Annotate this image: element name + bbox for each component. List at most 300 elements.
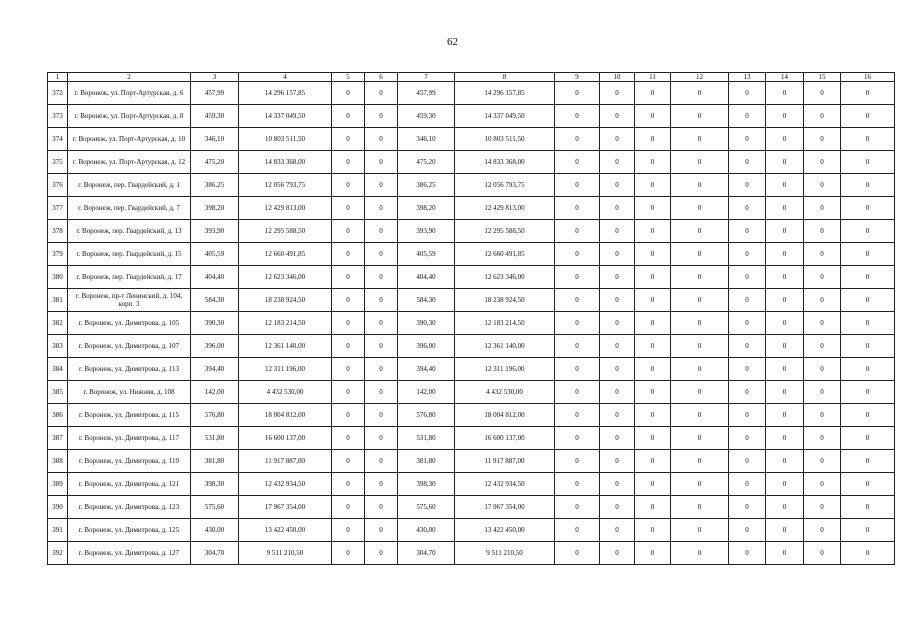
value-cell: 11 917 887,00 [239, 450, 332, 473]
value-cell: 0 [555, 82, 600, 105]
value-cell: 0 [365, 82, 398, 105]
table-row [48, 82, 895, 105]
table-row [48, 151, 895, 174]
value-cell: 475,20 [398, 151, 455, 174]
value-cell: 0 [729, 151, 766, 174]
value-cell: 394,40 [191, 358, 239, 381]
row-number-cell: 374 [48, 128, 68, 151]
value-cell: 398,30 [398, 473, 455, 496]
row-number-cell: 375 [48, 151, 68, 174]
value-cell: 12 295 588,50 [239, 220, 332, 243]
value-cell: 459,30 [191, 105, 239, 128]
value-cell: 0 [365, 542, 398, 565]
value-cell: 142,00 [191, 381, 239, 404]
table-row [48, 220, 895, 243]
value-cell: 0 [332, 105, 365, 128]
table-row [48, 542, 895, 565]
value-cell: 0 [555, 427, 600, 450]
value-cell: 0 [804, 519, 841, 542]
value-cell: 0 [600, 450, 635, 473]
value-cell: 0 [671, 473, 729, 496]
value-cell: 0 [766, 335, 804, 358]
value-cell: 11 917 887,00 [455, 450, 555, 473]
value-cell: 0 [804, 220, 841, 243]
value-cell: 0 [600, 151, 635, 174]
table-row [48, 243, 895, 266]
value-cell: 0 [766, 358, 804, 381]
value-cell: 12 432 934,50 [239, 473, 332, 496]
value-cell: 405,59 [191, 243, 239, 266]
value-cell: 4 432 530,00 [239, 381, 332, 404]
value-cell: 0 [671, 496, 729, 519]
value-cell: 0 [729, 312, 766, 335]
value-cell: 142,00 [398, 381, 455, 404]
value-cell: 0 [766, 450, 804, 473]
value-cell: 13 422 450,00 [239, 519, 332, 542]
value-cell: 0 [332, 381, 365, 404]
value-cell: 398,20 [191, 197, 239, 220]
value-cell: 0 [332, 243, 365, 266]
value-cell: 404,40 [191, 266, 239, 289]
address-cell: г. Воронеж, ул. Порт-Артурская, д. 8 [68, 105, 191, 128]
value-cell: 0 [600, 473, 635, 496]
value-cell: 0 [635, 450, 671, 473]
value-cell: 0 [555, 312, 600, 335]
value-cell: 0 [841, 473, 895, 496]
value-cell: 0 [635, 427, 671, 450]
value-cell: 0 [332, 266, 365, 289]
value-cell: 0 [600, 82, 635, 105]
column-number-header: 14 [766, 73, 804, 82]
value-cell: 0 [671, 542, 729, 565]
row-number-cell: 391 [48, 519, 68, 542]
table-row [48, 381, 895, 404]
value-cell: 0 [671, 450, 729, 473]
value-cell: 346,10 [191, 128, 239, 151]
value-cell: 0 [555, 335, 600, 358]
address-cell: г. Воронеж, пер. Гвардейский, д. 13 [68, 220, 191, 243]
value-cell: 0 [635, 542, 671, 565]
value-cell: 0 [841, 358, 895, 381]
value-cell: 0 [804, 450, 841, 473]
address-cell: г. Воронеж, ул. Димитрова, д. 123 [68, 496, 191, 519]
value-cell: 12 183 214,50 [239, 312, 332, 335]
value-cell: 0 [671, 197, 729, 220]
value-cell: 18 004 812,00 [455, 404, 555, 427]
value-cell: 531,80 [191, 427, 239, 450]
address-cell: г. Воронеж, ул. Димитрова, д. 121 [68, 473, 191, 496]
value-cell: 0 [635, 289, 671, 312]
value-cell: 584,30 [398, 289, 455, 312]
value-cell: 0 [804, 82, 841, 105]
header-row [48, 73, 895, 82]
value-cell: 0 [766, 312, 804, 335]
value-cell: 12 432 934,50 [455, 473, 555, 496]
value-cell: 12 361 140,00 [239, 335, 332, 358]
value-cell: 0 [671, 243, 729, 266]
column-number-header: 6 [365, 73, 398, 82]
column-number-header: 4 [239, 73, 332, 82]
value-cell: 0 [804, 404, 841, 427]
table-row [48, 289, 895, 312]
column-number-header: 11 [635, 73, 671, 82]
column-number-header: 16 [841, 73, 895, 82]
value-cell: 0 [365, 381, 398, 404]
value-cell: 0 [729, 404, 766, 427]
value-cell: 0 [600, 128, 635, 151]
value-cell: 0 [729, 82, 766, 105]
value-cell: 0 [555, 450, 600, 473]
value-cell: 0 [600, 289, 635, 312]
value-cell: 0 [766, 197, 804, 220]
value-cell: 0 [841, 381, 895, 404]
value-cell: 0 [766, 381, 804, 404]
value-cell: 405,59 [398, 243, 455, 266]
address-cell: г. Воронеж, ул. Порт-Артурская, д. 6 [68, 82, 191, 105]
value-cell: 0 [635, 174, 671, 197]
value-cell: 0 [555, 197, 600, 220]
value-cell: 0 [671, 82, 729, 105]
value-cell: 0 [671, 174, 729, 197]
value-cell: 0 [635, 473, 671, 496]
value-cell: 12 183 214,50 [455, 312, 555, 335]
value-cell: 0 [671, 128, 729, 151]
value-cell: 396,00 [398, 335, 455, 358]
value-cell: 0 [804, 151, 841, 174]
value-cell: 0 [365, 289, 398, 312]
value-cell: 0 [365, 128, 398, 151]
value-cell: 0 [635, 243, 671, 266]
value-cell: 0 [600, 243, 635, 266]
value-cell: 12 311 196,00 [239, 358, 332, 381]
row-number-cell: 381 [48, 289, 68, 312]
value-cell: 576,80 [398, 404, 455, 427]
value-cell: 0 [841, 335, 895, 358]
value-cell: 0 [555, 128, 600, 151]
value-cell: 0 [600, 496, 635, 519]
row-number-cell: 379 [48, 243, 68, 266]
row-number-cell: 387 [48, 427, 68, 450]
value-cell: 0 [841, 243, 895, 266]
value-cell: 386,25 [398, 174, 455, 197]
value-cell: 16 600 137,00 [239, 427, 332, 450]
value-cell: 0 [332, 197, 365, 220]
table-row [48, 197, 895, 220]
value-cell: 0 [841, 519, 895, 542]
value-cell: 0 [635, 128, 671, 151]
row-number-cell: 372 [48, 82, 68, 105]
value-cell: 9 511 210,50 [455, 542, 555, 565]
value-cell: 0 [766, 266, 804, 289]
value-cell: 0 [804, 496, 841, 519]
value-cell: 0 [332, 542, 365, 565]
value-cell: 0 [555, 151, 600, 174]
value-cell: 17 967 354,00 [455, 496, 555, 519]
value-cell: 475,20 [191, 151, 239, 174]
value-cell: 0 [729, 266, 766, 289]
row-number-cell: 377 [48, 197, 68, 220]
value-cell: 0 [804, 197, 841, 220]
value-cell: 575,60 [191, 496, 239, 519]
address-cell: г. Воронеж, ул. Нижняя, д. 108 [68, 381, 191, 404]
column-number-header: 13 [729, 73, 766, 82]
value-cell: 0 [671, 266, 729, 289]
value-cell: 0 [766, 519, 804, 542]
address-cell: г. Воронеж, ул. Димитрова, д. 107 [68, 335, 191, 358]
value-cell: 0 [804, 105, 841, 128]
value-cell: 0 [841, 105, 895, 128]
value-cell: 14 833 368,00 [239, 151, 332, 174]
table-row [48, 335, 895, 358]
value-cell: 0 [365, 151, 398, 174]
value-cell: 0 [600, 404, 635, 427]
value-cell: 0 [671, 427, 729, 450]
value-cell: 390,30 [398, 312, 455, 335]
row-number-cell: 373 [48, 105, 68, 128]
value-cell: 304,70 [398, 542, 455, 565]
value-cell: 0 [729, 381, 766, 404]
value-cell: 9 511 210,50 [239, 542, 332, 565]
value-cell: 0 [671, 312, 729, 335]
value-cell: 12 056 793,75 [455, 174, 555, 197]
value-cell: 0 [671, 404, 729, 427]
value-cell: 584,30 [191, 289, 239, 312]
row-number-cell: 385 [48, 381, 68, 404]
page-number: 62 [447, 36, 458, 48]
value-cell: 0 [555, 358, 600, 381]
value-cell: 0 [600, 427, 635, 450]
table-row [48, 312, 895, 335]
value-cell: 0 [635, 197, 671, 220]
value-cell: 4 432 530,00 [455, 381, 555, 404]
value-cell: 14 337 049,50 [239, 105, 332, 128]
value-cell: 381,80 [398, 450, 455, 473]
value-cell: 0 [729, 519, 766, 542]
value-cell: 0 [804, 358, 841, 381]
value-cell: 0 [600, 542, 635, 565]
value-cell: 0 [332, 358, 365, 381]
value-cell: 0 [332, 128, 365, 151]
column-number-header: 1 [48, 73, 68, 82]
table-row [48, 128, 895, 151]
value-cell: 0 [332, 427, 365, 450]
value-cell: 394,40 [398, 358, 455, 381]
value-cell: 0 [766, 82, 804, 105]
value-cell: 0 [600, 312, 635, 335]
table-row [48, 427, 895, 450]
address-cell: г. Воронеж, пер. Гвардейский, д. 17 [68, 266, 191, 289]
value-cell: 0 [766, 473, 804, 496]
table-row [48, 358, 895, 381]
value-cell: 0 [804, 289, 841, 312]
row-number-cell: 376 [48, 174, 68, 197]
column-number-header: 5 [332, 73, 365, 82]
row-number-cell: 386 [48, 404, 68, 427]
value-cell: 0 [841, 427, 895, 450]
value-cell: 576,80 [191, 404, 239, 427]
value-cell: 12 623 346,00 [239, 266, 332, 289]
value-cell: 0 [332, 450, 365, 473]
value-cell: 0 [635, 220, 671, 243]
value-cell: 390,30 [191, 312, 239, 335]
value-cell: 0 [841, 128, 895, 151]
value-cell: 0 [365, 335, 398, 358]
value-cell: 386,25 [191, 174, 239, 197]
value-cell: 0 [804, 243, 841, 266]
table-row [48, 519, 895, 542]
row-number-cell: 384 [48, 358, 68, 381]
value-cell: 12 311 196,00 [455, 358, 555, 381]
value-cell: 12 295 588,50 [455, 220, 555, 243]
value-cell: 0 [332, 496, 365, 519]
value-cell: 393,90 [191, 220, 239, 243]
address-cell: г. Воронеж, ул. Порт-Артурская, д. 10 [68, 128, 191, 151]
value-cell: 0 [600, 105, 635, 128]
value-cell: 0 [766, 289, 804, 312]
value-cell: 398,20 [398, 197, 455, 220]
value-cell: 0 [841, 312, 895, 335]
value-cell: 0 [766, 128, 804, 151]
table-row [48, 404, 895, 427]
value-cell: 0 [729, 473, 766, 496]
value-cell: 381,80 [191, 450, 239, 473]
value-cell: 0 [555, 473, 600, 496]
value-cell: 0 [600, 358, 635, 381]
value-cell: 0 [729, 450, 766, 473]
value-cell: 0 [332, 519, 365, 542]
value-cell: 0 [365, 427, 398, 450]
value-cell: 0 [729, 220, 766, 243]
register-table [47, 72, 895, 565]
value-cell: 0 [635, 404, 671, 427]
column-number-header: 7 [398, 73, 455, 82]
table-row [48, 496, 895, 519]
address-cell: г. Воронеж, ул. Димитрова, д. 119 [68, 450, 191, 473]
value-cell: 0 [671, 335, 729, 358]
value-cell: 575,60 [398, 496, 455, 519]
value-cell: 12 361 140,00 [455, 335, 555, 358]
value-cell: 12 429 813,00 [239, 197, 332, 220]
table-row [48, 450, 895, 473]
value-cell: 0 [365, 312, 398, 335]
value-cell: 0 [555, 220, 600, 243]
value-cell: 0 [729, 496, 766, 519]
value-cell: 0 [635, 381, 671, 404]
value-cell: 0 [766, 174, 804, 197]
value-cell: 0 [635, 312, 671, 335]
value-cell: 396,00 [191, 335, 239, 358]
value-cell: 393,90 [398, 220, 455, 243]
value-cell: 0 [365, 174, 398, 197]
value-cell: 0 [671, 220, 729, 243]
value-cell: 0 [804, 174, 841, 197]
value-cell: 0 [841, 450, 895, 473]
value-cell: 0 [766, 151, 804, 174]
value-cell: 0 [555, 542, 600, 565]
value-cell: 430,00 [398, 519, 455, 542]
value-cell: 0 [365, 404, 398, 427]
value-cell: 304,70 [191, 542, 239, 565]
value-cell: 0 [332, 404, 365, 427]
value-cell: 0 [729, 243, 766, 266]
value-cell: 0 [671, 105, 729, 128]
value-cell: 0 [365, 220, 398, 243]
value-cell: 0 [729, 197, 766, 220]
value-cell: 0 [365, 473, 398, 496]
value-cell: 12 056 793,75 [239, 174, 332, 197]
value-cell: 0 [332, 174, 365, 197]
value-cell: 14 296 157,85 [239, 82, 332, 105]
value-cell: 0 [365, 450, 398, 473]
value-cell: 404,40 [398, 266, 455, 289]
value-cell: 0 [804, 427, 841, 450]
value-cell: 0 [671, 151, 729, 174]
value-cell: 0 [332, 335, 365, 358]
value-cell: 0 [600, 174, 635, 197]
value-cell: 0 [555, 243, 600, 266]
value-cell: 0 [766, 496, 804, 519]
value-cell: 18 004 812,00 [239, 404, 332, 427]
value-cell: 0 [332, 151, 365, 174]
value-cell: 0 [365, 358, 398, 381]
column-number-header: 15 [804, 73, 841, 82]
value-cell: 0 [365, 243, 398, 266]
value-cell: 14 296 157,85 [455, 82, 555, 105]
address-cell: г. Воронеж, пр-т Ленинский, д. 104, корп. 3 [68, 289, 191, 312]
address-cell: г. Воронеж, пер. Гвардейский, д. 7 [68, 197, 191, 220]
table-row [48, 473, 895, 496]
value-cell: 0 [766, 404, 804, 427]
value-cell: 10 803 511,50 [239, 128, 332, 151]
address-cell: г. Воронеж, ул. Димитрова, д. 125 [68, 519, 191, 542]
column-number-header: 10 [600, 73, 635, 82]
value-cell: 0 [804, 312, 841, 335]
value-cell: 0 [600, 266, 635, 289]
address-cell: г. Воронеж, ул. Димитрова, д. 115 [68, 404, 191, 427]
value-cell: 0 [555, 174, 600, 197]
value-cell: 0 [766, 220, 804, 243]
row-number-cell: 383 [48, 335, 68, 358]
value-cell: 0 [766, 243, 804, 266]
value-cell: 0 [729, 427, 766, 450]
value-cell: 0 [365, 519, 398, 542]
value-cell: 0 [332, 220, 365, 243]
address-cell: г. Воронеж, пер. Гвардейский, д. 1 [68, 174, 191, 197]
value-cell: 0 [729, 174, 766, 197]
value-cell: 0 [600, 220, 635, 243]
value-cell: 531,80 [398, 427, 455, 450]
value-cell: 0 [365, 496, 398, 519]
value-cell: 459,30 [398, 105, 455, 128]
value-cell: 0 [729, 358, 766, 381]
value-cell: 0 [600, 335, 635, 358]
value-cell: 0 [635, 151, 671, 174]
row-number-cell: 380 [48, 266, 68, 289]
value-cell: 0 [729, 542, 766, 565]
value-cell: 16 600 137,00 [455, 427, 555, 450]
value-cell: 13 422 450,00 [455, 519, 555, 542]
value-cell: 14 337 049,50 [455, 105, 555, 128]
value-cell: 0 [804, 266, 841, 289]
value-cell: 18 238 924,50 [455, 289, 555, 312]
value-cell: 0 [332, 289, 365, 312]
value-cell: 0 [600, 197, 635, 220]
value-cell: 346,10 [398, 128, 455, 151]
value-cell: 0 [766, 105, 804, 128]
value-cell: 0 [600, 381, 635, 404]
value-cell: 0 [635, 266, 671, 289]
value-cell: 0 [841, 404, 895, 427]
